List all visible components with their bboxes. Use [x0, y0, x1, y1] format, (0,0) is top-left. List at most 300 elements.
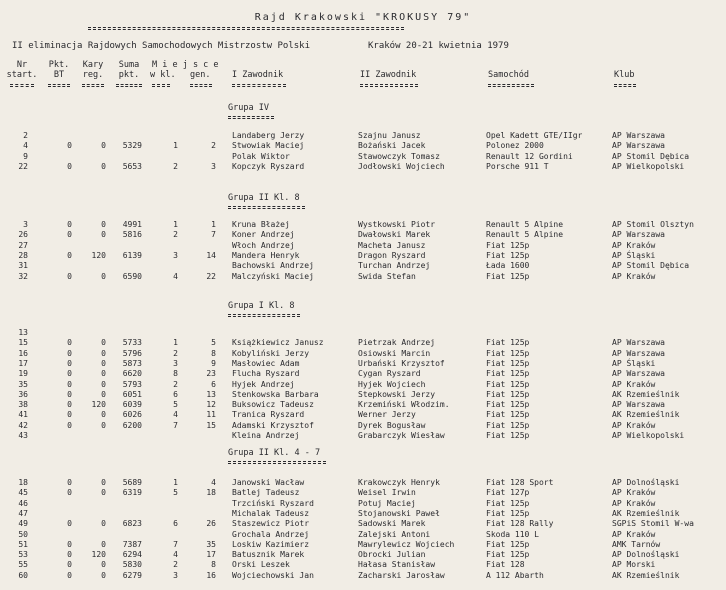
cell-co-driver: Werner Jerzy — [358, 410, 416, 420]
cell-club: AP Stomil Olsztyn — [612, 220, 694, 229]
cell-bt-points: 0 — [67, 478, 72, 487]
header-samochod: Samochód — [488, 70, 529, 80]
cell-club: AMK Tarnów — [612, 539, 661, 549]
cell-general-place: 9 — [211, 358, 216, 368]
header-klub: Klub — [614, 70, 635, 80]
cell-co-driver: Bożański Jacek — [358, 141, 426, 151]
table-row — [0, 421, 726, 431]
cell-penalty: 0 — [101, 539, 106, 549]
cell-start-number: 15 — [18, 338, 28, 348]
cell-total-points: 6590 — [122, 271, 142, 281]
table-row — [0, 141, 726, 151]
cell-club: AP Warszawa — [612, 369, 665, 379]
cell-start-number: 46 — [18, 498, 28, 508]
header-underline-kary — [82, 84, 104, 87]
cell-club: AP Stomil Dębica — [612, 261, 690, 271]
cell-driver: Tranica Ryszard — [232, 410, 305, 420]
cell-total-points: 6026 — [122, 410, 142, 420]
cell-penalty: 0 — [101, 271, 106, 281]
cell-class-place: 1 — [173, 141, 178, 151]
cell-co-driver: Pietrzak Andrzej — [358, 338, 436, 348]
cell-car: Fiat 128 — [486, 560, 525, 570]
cell-car: Renault 5 Alpine — [486, 230, 564, 240]
header-underline-nr — [10, 84, 34, 87]
cell-penalty: 0 — [101, 338, 106, 348]
cell-start-number: 22 — [18, 161, 28, 171]
cell-total-points: 5873 — [122, 358, 142, 368]
cell-co-driver: Weisel Irwin — [358, 488, 416, 498]
cell-driver: Trzciński Ryszard — [232, 498, 314, 508]
cell-start-number: 55 — [18, 560, 28, 570]
cell-driver: Stwowiak Maciej — [232, 141, 305, 151]
cell-club: AK Rzemieślnik — [612, 570, 680, 580]
header-kary: Kary reg. — [82, 60, 104, 80]
cell-class-place: 8 — [173, 369, 178, 379]
cell-start-number: 28 — [18, 250, 28, 260]
cell-club: AP Wielkopolski — [612, 161, 685, 171]
group-title-underline — [228, 461, 326, 464]
cell-start-number: 43 — [18, 431, 28, 440]
group-title: Grupa II Kl. 8 — [228, 193, 300, 203]
cell-class-place: 4 — [173, 271, 178, 281]
cell-class-place: 4 — [173, 550, 178, 560]
cell-club: AK Rzemieślnik — [612, 410, 680, 420]
cell-penalty: 0 — [101, 369, 106, 379]
cell-start-number: 2 — [23, 131, 28, 140]
cell-driver: Polak Wiktor — [232, 151, 290, 161]
cell-car: Fiat 125p — [486, 508, 530, 518]
cell-general-place: 2 — [211, 141, 216, 151]
cell-driver: Orski Leszek — [232, 560, 290, 570]
cell-total-points: 5816 — [122, 230, 142, 240]
cell-club: AP Warszawa — [612, 338, 665, 348]
cell-general-place: 26 — [206, 519, 216, 529]
cell-bt-points: 0 — [67, 560, 72, 570]
table-row — [0, 509, 726, 519]
cell-car: Fiat 125p — [486, 348, 530, 358]
cell-club: AP Kraków — [612, 240, 656, 250]
cell-general-place: 8 — [211, 348, 216, 358]
cell-bt-points: 0 — [67, 488, 72, 498]
cell-bt-points: 0 — [67, 420, 72, 430]
cell-start-number: 38 — [18, 400, 28, 410]
cell-driver: Kobyliński Jerzy — [232, 348, 310, 358]
cell-class-place: 2 — [173, 230, 178, 240]
cell-club: AP Warszawa — [612, 131, 665, 140]
cell-co-driver: Szajnu Janusz — [358, 131, 421, 140]
header-underline-ii-zawodnik — [360, 84, 418, 87]
cell-class-place: 7 — [173, 420, 178, 430]
cell-co-driver: Krakowczyk Henryk — [358, 478, 440, 487]
cell-class-place: 5 — [173, 488, 178, 498]
table-row — [0, 390, 726, 400]
group-title-underline — [228, 314, 300, 317]
cell-start-number: 47 — [18, 508, 28, 518]
table-row — [0, 349, 726, 359]
cell-car: Renault 12 Gordini — [486, 151, 573, 161]
cell-start-number: 19 — [18, 369, 28, 379]
cell-total-points: 6200 — [122, 420, 142, 430]
cell-bt-points: 0 — [67, 369, 72, 379]
table-row — [0, 152, 726, 162]
cell-co-driver: Stojanowski Paweł — [358, 508, 440, 518]
cell-driver: Kleina Andrzej — [232, 431, 300, 440]
cell-start-number: 4 — [23, 141, 28, 151]
header-i-zawodnik: I Zawodnik — [232, 70, 284, 80]
cell-class-place: 1 — [173, 220, 178, 229]
cell-club: AK Rzemieślnik — [612, 508, 680, 518]
cell-car: Fiat 125p — [486, 400, 530, 410]
cell-driver: Koner Andrzej — [232, 230, 295, 240]
cell-driver: Kopczyk Ryszard — [232, 161, 305, 171]
cell-penalty: 120 — [91, 550, 106, 560]
table-row — [0, 410, 726, 420]
cell-club: AP Śląski — [612, 250, 656, 260]
cell-car: Skoda 110 L — [486, 529, 539, 539]
cell-driver: Grochala Andrzej — [232, 529, 310, 539]
cell-driver: Bachowski Andrzej — [232, 261, 314, 271]
cell-bt-points: 0 — [67, 338, 72, 348]
cell-start-number: 3 — [23, 220, 28, 229]
cell-club: AP Stomil Dębica — [612, 151, 690, 161]
cell-driver: Batlej Tadeusz — [232, 488, 300, 498]
cell-club: AP Warszawa — [612, 400, 665, 410]
cell-co-driver: Hałasa Stanisław — [358, 560, 436, 570]
cell-car: A 112 Abarth — [486, 570, 544, 580]
cell-general-place: 5 — [211, 338, 216, 348]
cell-club: AP Warszawa — [612, 348, 665, 358]
cell-general-place: 8 — [211, 560, 216, 570]
cell-class-place: 3 — [173, 358, 178, 368]
cell-general-place: 6 — [211, 379, 216, 389]
cell-driver: Staszewicz Piotr — [232, 519, 310, 529]
cell-co-driver: Potuj Maciej — [358, 498, 416, 508]
cell-co-driver: Dragon Ryszard — [358, 250, 426, 260]
table-row — [0, 478, 726, 488]
header-wkl: w kl. — [150, 70, 176, 80]
cell-total-points: 5689 — [122, 478, 142, 487]
cell-total-points: 5329 — [122, 141, 142, 151]
cell-bt-points: 0 — [67, 141, 72, 151]
cell-class-place: 2 — [173, 560, 178, 570]
cell-co-driver: Jodłowski Wojciech — [358, 161, 445, 171]
cell-penalty: 0 — [101, 519, 106, 529]
table-row — [0, 400, 726, 410]
cell-driver: Buksowicz Tadeusz — [232, 400, 314, 410]
table-row — [0, 162, 726, 172]
table-row — [0, 328, 726, 338]
table-row — [0, 519, 726, 529]
cell-co-driver: Hyjek Wojciech — [358, 379, 426, 389]
header-underline-i-zawodnik — [232, 84, 286, 87]
cell-general-place: 12 — [206, 400, 216, 410]
cell-car: Fiat 128 Rally — [486, 519, 554, 529]
cell-general-place: 16 — [206, 570, 216, 580]
cell-penalty: 0 — [101, 478, 106, 487]
group-title: Grupa II Kl. 4 - 7 — [228, 448, 321, 458]
cell-start-number: 53 — [18, 550, 28, 560]
group-title-underline — [228, 206, 305, 209]
cell-club: SGPiS Stomil W-wa — [612, 519, 694, 529]
cell-class-place: 2 — [173, 379, 178, 389]
table-row — [0, 540, 726, 550]
cell-general-place: 7 — [211, 230, 216, 240]
table-row — [0, 230, 726, 240]
cell-driver: Mandera Henryk — [232, 250, 300, 260]
cell-co-driver: Stawowczyk Tomasz — [358, 151, 440, 161]
cell-car: Fiat 125p — [486, 410, 530, 420]
cell-start-number: 35 — [18, 379, 28, 389]
cell-bt-points: 0 — [67, 539, 72, 549]
group-title-underline — [228, 116, 274, 119]
cell-penalty: 0 — [101, 389, 106, 399]
cell-general-place: 35 — [206, 539, 216, 549]
cell-start-number: 18 — [18, 478, 28, 487]
cell-co-driver: Grabarczyk Wiesław — [358, 431, 445, 440]
table-row — [0, 431, 726, 441]
cell-co-driver: Cygan Ryszard — [358, 369, 421, 379]
cell-club: AP Warszawa — [612, 230, 665, 240]
cell-driver: Janowski Wacław — [232, 478, 305, 487]
cell-club: AP Dolnośląski — [612, 550, 680, 560]
header-underline-klub — [614, 84, 636, 87]
cell-general-place: 23 — [206, 369, 216, 379]
cell-car: Fiat 125p — [486, 240, 530, 250]
cell-driver: Adamski Krzysztof — [232, 420, 314, 430]
cell-car: Fiat 127p — [486, 488, 530, 498]
cell-penalty: 0 — [101, 348, 106, 358]
cell-class-place: 6 — [173, 389, 178, 399]
cell-club: AP Morski — [612, 560, 656, 570]
cell-start-number: 42 — [18, 420, 28, 430]
cell-club: AP Kraków — [612, 420, 656, 430]
cell-driver: Malczyński Maciej — [232, 271, 314, 281]
header-underline-suma — [116, 84, 142, 87]
cell-club: AP Wielkopolski — [612, 431, 685, 440]
cell-bt-points: 0 — [67, 389, 72, 399]
cell-class-place: 2 — [173, 348, 178, 358]
cell-total-points: 5796 — [122, 348, 142, 358]
cell-class-place: 3 — [173, 250, 178, 260]
cell-driver: Landaberg Jerzy — [232, 131, 305, 140]
cell-general-place: 13 — [206, 389, 216, 399]
header-underline-samochod — [488, 84, 534, 87]
cell-club: AP Śląski — [612, 358, 656, 368]
cell-car: Fiat 125p — [486, 271, 530, 281]
cell-penalty: 0 — [101, 379, 106, 389]
cell-bt-points: 0 — [67, 250, 72, 260]
cell-co-driver: Stepkowski Jerzy — [358, 389, 436, 399]
table-row — [0, 261, 726, 271]
cell-general-place: 18 — [206, 488, 216, 498]
cell-co-driver: Osiowski Marcin — [358, 348, 431, 358]
cell-total-points: 4991 — [122, 220, 142, 229]
cell-general-place: 1 — [211, 220, 216, 229]
cell-car: Fiat 125p — [486, 250, 530, 260]
cell-start-number: 9 — [23, 151, 28, 161]
cell-penalty: 0 — [101, 410, 106, 420]
cell-co-driver: Mawrylewicz Wojciech — [358, 539, 455, 549]
cell-car: Fiat 125p — [486, 379, 530, 389]
cell-club: AP Kraków — [612, 488, 656, 498]
cell-start-number: 60 — [18, 570, 28, 580]
table-row — [0, 560, 726, 570]
cell-class-place: 3 — [173, 570, 178, 580]
cell-class-place: 5 — [173, 400, 178, 410]
cell-driver: Kruna Błażej — [232, 220, 290, 229]
cell-total-points: 6620 — [122, 369, 142, 379]
cell-driver: Stenkowska Barbara — [232, 389, 319, 399]
header-miejsce: M i e j s c e — [152, 60, 219, 70]
table-row — [0, 550, 726, 560]
cell-general-place: 3 — [211, 161, 216, 171]
cell-car: Fiat 125p — [486, 369, 530, 379]
cell-class-place: 7 — [173, 539, 178, 549]
cell-co-driver: Wystkowski Piotr — [358, 220, 436, 229]
cell-total-points: 6319 — [122, 488, 142, 498]
cell-co-driver: Dyrek Bogusław — [358, 420, 426, 430]
header-underline-gen — [190, 84, 212, 87]
cell-bt-points: 0 — [67, 379, 72, 389]
cell-start-number: 49 — [18, 519, 28, 529]
cell-club: AK Rzemieślnik — [612, 389, 680, 399]
cell-class-place: 1 — [173, 478, 178, 487]
cell-penalty: 0 — [101, 230, 106, 240]
cell-total-points: 6139 — [122, 250, 142, 260]
cell-class-place: 2 — [173, 161, 178, 171]
cell-driver: Loskiw Kazimierz — [232, 539, 310, 549]
document-subtitle: II eliminacja Rajdowych Samochodowych Mistrzostw Polski — [12, 41, 311, 51]
cell-bt-points: 0 — [67, 410, 72, 420]
cell-total-points: 6279 — [122, 570, 142, 580]
cell-co-driver: Dwałowski Marek — [358, 230, 431, 240]
cell-car: Opel Kadett GTE/IIgr — [486, 131, 583, 140]
table-row — [0, 131, 726, 141]
cell-total-points: 7387 — [122, 539, 142, 549]
cell-bt-points: 0 — [67, 230, 72, 240]
cell-class-place: 4 — [173, 410, 178, 420]
cell-bt-points: 0 — [67, 220, 72, 229]
cell-co-driver: Sadowski Marek — [358, 519, 426, 529]
cell-total-points: 6051 — [122, 389, 142, 399]
cell-penalty: 120 — [91, 400, 106, 410]
cell-start-number: 45 — [18, 488, 28, 498]
cell-car: Łada 1600 — [486, 261, 530, 271]
header-bt: Pkt. BT — [48, 60, 70, 80]
table-row — [0, 220, 726, 230]
header-suma: Suma pkt. — [118, 60, 140, 80]
cell-car: Fiat 125p — [486, 389, 530, 399]
cell-penalty: 0 — [101, 420, 106, 430]
cell-car: Porsche 911 T — [486, 161, 549, 171]
cell-co-driver: Krzemiński Włodzim. — [358, 400, 450, 410]
cell-club: AP Kraków — [612, 379, 656, 389]
cell-car: Renault 5 Alpine — [486, 220, 564, 229]
cell-driver: Książkiewicz Janusz — [232, 338, 324, 348]
cell-total-points: 6294 — [122, 550, 142, 560]
cell-club: AP Kraków — [612, 271, 656, 281]
cell-co-driver: Zacharski Jarosław — [358, 570, 445, 580]
table-row — [0, 272, 726, 282]
cell-general-place: 4 — [211, 478, 216, 487]
cell-car: Fiat 125p — [486, 420, 530, 430]
cell-car: Polonez 2000 — [486, 141, 544, 151]
header-ii-zawodnik: II Zawodnik — [360, 70, 417, 80]
table-row — [0, 359, 726, 369]
header-underline-kl — [152, 84, 170, 87]
cell-general-place: 22 — [206, 271, 216, 281]
table-row — [0, 380, 726, 390]
cell-car: Fiat 125p — [486, 431, 530, 440]
cell-start-number: 13 — [18, 328, 28, 337]
cell-bt-points: 0 — [67, 358, 72, 368]
cell-general-place: 14 — [206, 250, 216, 260]
header-underline-bt — [48, 84, 70, 87]
table-row — [0, 369, 726, 379]
title-underline — [88, 27, 404, 30]
group-title: Grupa I Kl. 8 — [228, 301, 295, 311]
cell-total-points: 5733 — [122, 338, 142, 348]
cell-penalty: 0 — [101, 161, 106, 171]
cell-penalty: 120 — [91, 250, 106, 260]
cell-start-number: 36 — [18, 389, 28, 399]
table-row — [0, 251, 726, 261]
cell-class-place: 1 — [173, 338, 178, 348]
cell-car: Fiat 125p — [486, 498, 530, 508]
cell-driver: Flucha Ryszard — [232, 369, 300, 379]
cell-co-driver: Zalejski Antoni — [358, 529, 431, 539]
cell-start-number: 41 — [18, 410, 28, 420]
table-row — [0, 499, 726, 509]
cell-penalty: 0 — [101, 141, 106, 151]
cell-total-points: 5830 — [122, 560, 142, 570]
document-title: Rajd Krakowski "KROKUSY 79" — [254, 12, 472, 23]
cell-penalty: 0 — [101, 560, 106, 570]
table-row — [0, 571, 726, 581]
cell-driver: Michalak Tadeusz — [232, 508, 310, 518]
cell-bt-points: 0 — [67, 348, 72, 358]
cell-start-number: 16 — [18, 348, 28, 358]
cell-car: Fiat 125p — [486, 550, 530, 560]
cell-driver: Masłowiec Adam — [232, 358, 300, 368]
cell-start-number: 27 — [18, 240, 28, 250]
cell-car: Fiat 128 Sport — [486, 478, 554, 487]
table-row — [0, 488, 726, 498]
cell-start-number: 51 — [18, 539, 28, 549]
cell-penalty: 0 — [101, 488, 106, 498]
table-row — [0, 530, 726, 540]
cell-driver: Wojciechowski Jan — [232, 570, 314, 580]
cell-bt-points: 0 — [67, 519, 72, 529]
header-nr: Nr start. — [6, 60, 38, 80]
table-row — [0, 241, 726, 251]
cell-general-place: 11 — [206, 410, 216, 420]
cell-driver: Włoch Andrzej — [232, 240, 295, 250]
cell-driver: Batusznik Marek — [232, 550, 305, 560]
cell-penalty: 0 — [101, 570, 106, 580]
cell-co-driver: Swida Stefan — [358, 271, 416, 281]
table-row — [0, 338, 726, 348]
cell-general-place: 17 — [206, 550, 216, 560]
cell-co-driver: Urbański Krzysztof — [358, 358, 445, 368]
header-gen: gen. — [190, 70, 211, 80]
cell-bt-points: 0 — [67, 570, 72, 580]
cell-bt-points: 0 — [67, 271, 72, 281]
cell-car: Fiat 125p — [486, 338, 530, 348]
cell-start-number: 26 — [18, 230, 28, 240]
cell-club: AP Kraków — [612, 498, 656, 508]
cell-driver: Hyjek Andrzej — [232, 379, 295, 389]
